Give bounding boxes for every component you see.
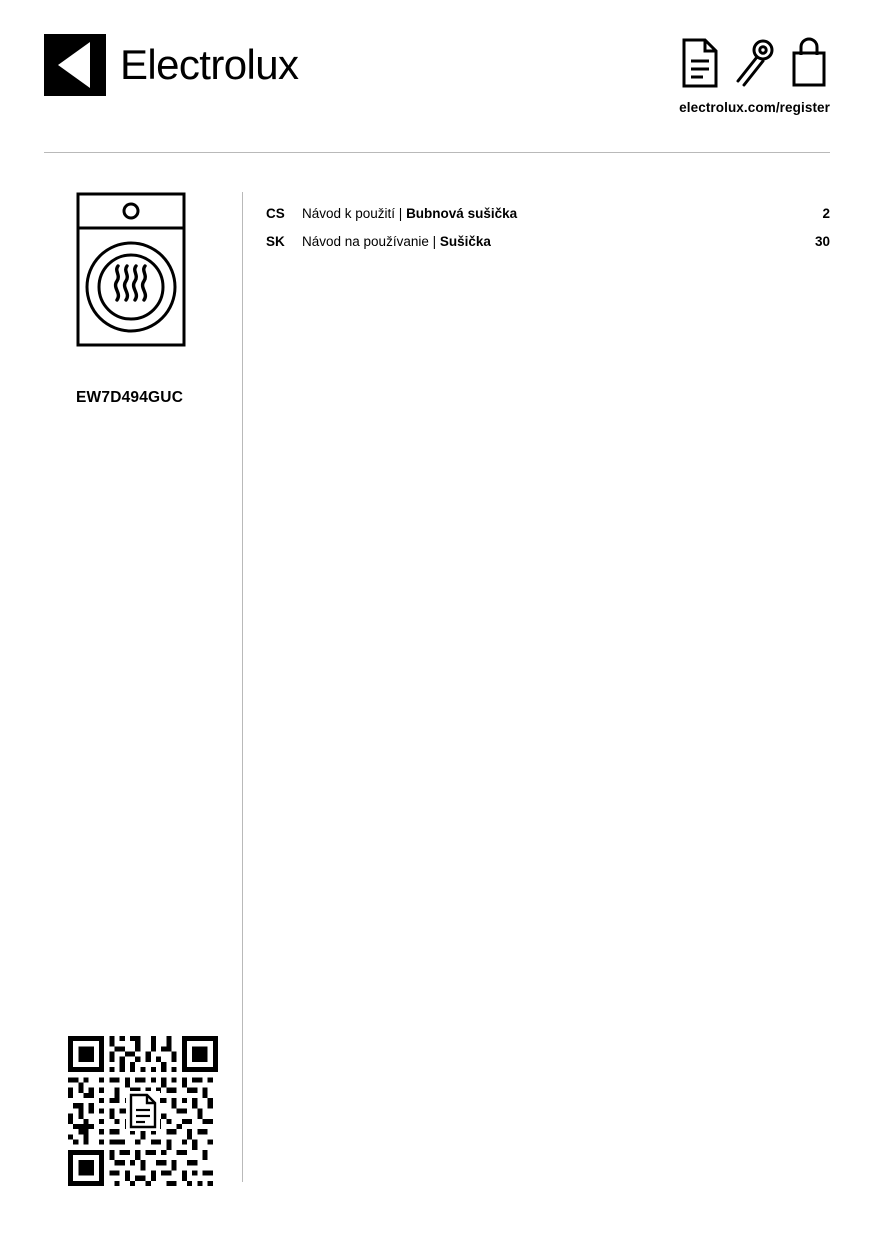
language-title xyxy=(302,200,822,228)
document-icon xyxy=(680,37,720,94)
document-icon xyxy=(126,1091,160,1131)
shopping-bag-icon xyxy=(788,35,830,94)
brand-name: Electrolux xyxy=(120,41,299,88)
register-url[interactable]: electrolux.com/register xyxy=(679,100,830,115)
electrolux-logo-icon xyxy=(44,34,106,96)
qr-code[interactable] xyxy=(68,1036,218,1186)
product-column xyxy=(76,192,216,407)
register-block[interactable] xyxy=(679,36,830,115)
product-label: Bubnová sušička xyxy=(406,206,518,221)
product-label: Sušička xyxy=(439,234,491,249)
manual-label: Návod k použití | xyxy=(302,206,407,221)
language-code: SK xyxy=(266,234,285,249)
model-code: EW7D494GUC xyxy=(76,389,184,406)
manual-label: Návod na používanie | xyxy=(302,234,440,249)
language-index xyxy=(266,200,830,256)
register-icon-group xyxy=(679,36,830,94)
column-divider xyxy=(242,192,243,1182)
page-header xyxy=(44,34,830,124)
header-divider xyxy=(44,152,830,153)
wrench-icon xyxy=(730,37,778,94)
list-item[interactable] xyxy=(266,200,830,228)
language-code: CS xyxy=(266,206,285,221)
brand-lockup xyxy=(44,34,298,96)
page-number: 30 xyxy=(814,234,830,249)
tumble-dryer-icon xyxy=(76,192,186,347)
list-item[interactable] xyxy=(266,228,830,256)
language-title xyxy=(302,228,815,256)
page-number: 2 xyxy=(822,206,830,221)
